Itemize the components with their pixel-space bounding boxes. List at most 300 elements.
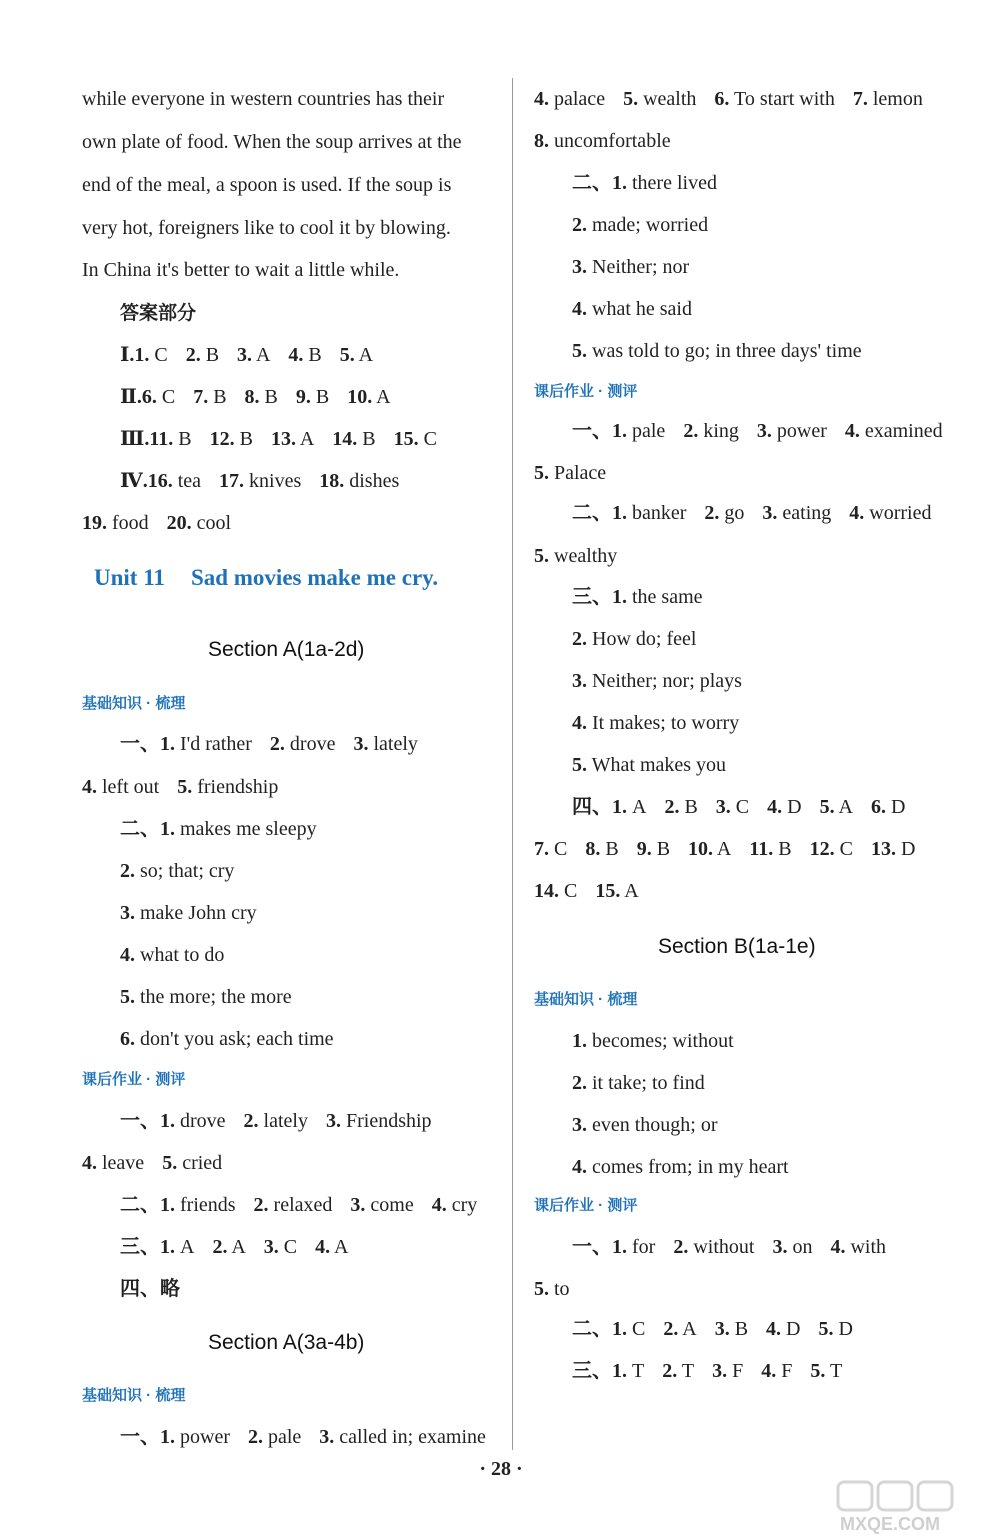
answer-item [340,344,373,366]
answer-text: A [354,344,374,366]
tag-homework: 课后作业 · 测评 [534,1197,638,1214]
answer-row [572,1112,718,1138]
answer-row [120,468,399,494]
answer-item [572,754,726,776]
answer-row [572,1070,705,1096]
answer-number: 3. [772,1236,788,1258]
answer-text: lemon [867,88,923,110]
answer-number: 2. [663,1318,679,1340]
answer-number: 12. [809,838,835,860]
answer-number: 6. [714,88,730,110]
answer-text: comes from; in my heart [587,1156,789,1178]
answer-text: To start with [729,88,835,110]
answer-text: power [175,1426,230,1448]
answer-item [120,944,224,966]
answer-text: B [600,838,619,860]
answer-item [534,130,671,152]
answer-text: banker [627,502,687,524]
answer-item [871,838,915,860]
answer-item [177,776,278,798]
answer-text: there lived [627,172,717,194]
answer-text: D [782,796,802,818]
answer-row [572,1234,886,1260]
answer-number: 5. [177,776,193,798]
answers-heading: 答案部分 [120,302,197,324]
answer-number: 3. [237,344,253,366]
answer-text: called in; examine [334,1426,486,1448]
answer-number: 5. [810,1360,826,1382]
answer-item [572,586,703,608]
answer-row [572,1028,734,1054]
answer-item [271,428,314,450]
answer-number: 5. [572,340,587,362]
answer-text: tea [172,470,202,492]
answer-row [534,86,923,112]
answer-number: 5. [572,754,587,776]
answer-row [572,296,692,322]
answer-text: to [549,1278,570,1300]
answer-text: A [295,428,315,450]
answer-row [120,384,391,410]
answer-item [766,1318,800,1340]
answer-row [572,1154,789,1180]
answer-text: becomes; without [587,1030,734,1052]
answer-number: 3. [120,902,135,924]
answer-text: drove [284,733,336,755]
answer-number: 15. [595,880,621,902]
answer-item [319,470,399,492]
answer-number: 3. [572,1114,587,1136]
answer-row [572,418,943,444]
answer-item [572,628,696,650]
answer-item [82,1152,144,1174]
answer-number: 5. [120,986,135,1008]
answer-number: 11. [749,838,774,860]
answer-item [245,386,278,408]
answer-text: I'd rather [175,733,252,755]
answer-text: Palace [549,462,607,484]
answer-number: 5. [819,796,835,818]
answer-number: 3. [712,1360,728,1382]
answer-item [572,256,689,278]
answer-number: 3. [572,256,587,278]
answer-item [120,1236,194,1258]
answer-number: 5. [818,1318,834,1340]
answer-row [572,584,703,610]
answer-text: C [834,838,853,860]
answer-text: Neither; nor [587,256,690,278]
answer-item [572,712,739,734]
answer-text: it take; to find [587,1072,705,1094]
answer-text: A [620,880,639,902]
answer-text: B [679,796,698,818]
answer-text: D [781,1318,801,1340]
answer-item [534,1278,570,1300]
answer-item [772,1236,812,1258]
answer-item [715,1318,748,1340]
answer-text: cool [191,512,232,534]
answer-row [534,836,915,862]
answer-number: 二、1. [572,1318,627,1340]
answer-item [296,386,329,408]
unit-title [94,564,438,592]
answer-text: wealth [638,88,697,110]
answer-item [120,1426,230,1448]
answer-item [673,1236,754,1258]
answer-row [82,510,231,536]
answer-number: 4. [766,1318,782,1340]
answer-number: 3. [350,1194,366,1216]
answer-number: 5. [162,1152,178,1174]
answer-number: 13. [270,428,296,450]
answer-item [237,344,270,366]
answer-text: A [330,1236,349,1258]
answer-number: 4. [572,1156,587,1178]
answer-item [663,1318,696,1340]
answer-row [534,543,617,569]
answer-text: It makes; to worry [587,712,740,734]
answer-number: 一、1. [120,733,175,755]
answer-row [120,984,292,1010]
answer-number: 10. [688,838,714,860]
section-heading: Section A(1a-2d) [208,638,365,661]
answer-text: C [156,386,176,408]
answer-item [319,1426,486,1448]
watermark-logo [830,1478,1000,1534]
answer-number: 3. [353,733,369,755]
answer-item [332,428,375,450]
answer-row [572,500,932,526]
answer-text: lately [258,1110,308,1132]
answer-number: 4. [431,1194,447,1216]
answer-text: How do; feel [587,628,697,650]
answer-item [572,1156,789,1178]
answer-text: on [787,1236,813,1258]
answer-number: Ⅳ.16. [120,470,173,492]
answer-item [637,838,670,860]
answer-number: 8. [534,130,549,152]
answer-item [315,1236,348,1258]
answer-item [120,860,234,882]
answer-text: knives [244,470,302,492]
answer-item [394,428,437,450]
answer-text: A [678,1318,697,1340]
answer-item [572,1360,644,1382]
answer-number: 四、略 [120,1278,180,1300]
answer-item [353,733,417,755]
answer-text: come [365,1194,414,1216]
answer-text: F [776,1360,793,1382]
answer-number: 4. [761,1360,777,1382]
answer-row [120,816,317,842]
answer-row [534,128,671,154]
answer-text: B [729,1318,749,1340]
answer-text: T [627,1360,645,1382]
answer-number: 2. [253,1194,269,1216]
answer-number: 4. [767,796,783,818]
answer-row [120,1026,334,1052]
answer-number: 2. [683,420,699,442]
answer-item [664,796,697,818]
answer-number: Ⅱ.6. [120,386,157,408]
answer-item [534,545,617,567]
answer-item [534,838,567,860]
answer-row [120,858,234,884]
answer-text: worried [864,502,932,524]
answer-number: 4. [120,944,135,966]
answer-number: 4. [849,502,865,524]
answer-item [818,1318,852,1340]
answer-text: B [651,838,671,860]
intro-line: while everyone in western countries has their [82,88,445,110]
answer-number: 7. [852,88,868,110]
answer-item [210,428,253,450]
answer-text: B [259,386,278,408]
answer-number: 一、1. [572,420,627,442]
answer-item [120,386,175,408]
answer-number: 4. [572,298,587,320]
answer-text: B [773,838,792,860]
answer-item [830,1236,886,1258]
answer-text: B [200,344,220,366]
answer-text: wealthy [549,545,618,567]
answer-item [849,502,931,524]
answer-number: 4. [82,1152,97,1174]
answer-text: B [357,428,376,450]
answer-item [347,386,390,408]
answer-number: 5. [534,545,549,567]
answer-row [572,254,689,280]
answer-text: C [149,344,168,366]
answer-text: with [845,1236,887,1258]
answer-item [757,420,827,442]
answer-item [853,88,923,110]
answer-item [120,1110,226,1132]
answer-text: made; worried [587,214,709,236]
answer-item [749,838,791,860]
answer-text: A [372,386,391,408]
answer-item [120,986,292,1008]
answer-number: 5. [623,88,639,110]
answer-number: 17. [219,470,245,492]
answer-item [704,502,744,524]
answer-row [82,1150,222,1176]
answer-text: so; that; cry [135,860,235,882]
intro-line: In China it's better to wait a little while. [82,259,400,281]
answer-number: 2. [662,1360,678,1382]
answer-number: 3. [319,1426,335,1448]
answer-row [572,626,696,652]
answer-text: even though; or [587,1114,718,1136]
answer-number: 6. [870,796,886,818]
column-divider [512,78,513,1450]
answer-row [120,900,257,926]
answer-item [572,214,708,236]
answer-row [120,731,418,757]
answer-text: cried [177,1152,223,1174]
answer-text: what he said [587,298,692,320]
answer-item [810,1360,842,1382]
answer-number: 2. [247,1426,263,1448]
answer-text: dishes [344,470,400,492]
answer-number: 5. [339,344,355,366]
answer-text: palace [549,88,606,110]
answer-number: Ⅲ.11. [120,428,174,450]
answer-item [845,420,943,442]
answer-text: make John cry [135,902,257,924]
answer-text: examined [859,420,943,442]
answer-number: 3. [325,1110,341,1132]
section-heading: Section B(1a-1e) [658,935,816,958]
answer-number: 18. [319,470,345,492]
answer-number: 2. [572,1072,587,1094]
answer-item [167,512,231,534]
answer-text: what to do [135,944,225,966]
answer-item [254,1194,333,1216]
answer-row [572,752,726,778]
answer-number: 2. [572,214,587,236]
answer-number: 1. [572,1030,587,1052]
answer-item [810,838,853,860]
answer-item [350,1194,413,1216]
answer-item [688,838,731,860]
answer-item [712,1360,743,1382]
answer-item [572,420,665,442]
answer-text: D [885,796,906,818]
answer-text: F [727,1360,744,1382]
answer-item [572,796,646,818]
answer-number: 4. [572,712,587,734]
answer-number: 2. [120,860,135,882]
answer-text: A [252,344,271,366]
answer-text: was told to go; in three days' time [587,340,862,362]
answer-row [120,1276,180,1302]
answer-number: 2. [185,344,201,366]
answer-item [623,88,696,110]
answer-number: 15. [393,428,419,450]
answer-number: 4. [830,1236,846,1258]
answer-item [120,902,257,924]
page-number: · 28 · [479,1458,523,1480]
answer-item [120,428,192,450]
answer-item [212,1236,245,1258]
answer-text: the more; the more [135,986,292,1008]
answer-number: 7. [193,386,209,408]
answer-item [162,1152,222,1174]
tag-homework: 课后作业 · 测评 [82,1071,186,1088]
answer-item [662,1360,694,1382]
answer-item [572,340,862,362]
answer-text: king [698,420,739,442]
answer-text: power [771,420,827,442]
answer-number: 7. [534,838,549,860]
answer-item [244,1110,308,1132]
answer-number: 4. [315,1236,331,1258]
answer-number: 3. [762,502,778,524]
answer-item [82,512,149,534]
answer-row [534,460,606,486]
answer-number: 四、1. [572,796,627,818]
answer-number: 6. [120,1028,135,1050]
answer-number: 5. [534,462,549,484]
answer-item [264,1236,297,1258]
answer-text: B [173,428,192,450]
answer-number: Ⅰ.1. [120,344,150,366]
answer-item [534,88,605,110]
answer-text: C [559,880,578,902]
answer-item [572,1318,645,1340]
answer-text: go [719,502,745,524]
answer-item [820,796,853,818]
answer-text: A [175,1236,195,1258]
answer-number: 13. [870,838,896,860]
tag-basic-knowledge: 基础知识 · 梳理 [82,1387,186,1404]
answer-number: 8. [585,838,601,860]
answer-item [572,670,742,692]
answer-item [683,420,739,442]
answer-item [326,1110,432,1132]
watermark-text: MXQE.COM [840,1514,941,1534]
answer-number: 三、1. [120,1236,175,1258]
unit-label: Unit 11 [94,565,165,590]
answer-item [716,796,749,818]
answer-text: D [833,1318,853,1340]
answer-row [120,942,224,968]
answer-row [572,212,708,238]
answer-number: 2. [243,1110,259,1132]
answer-number: 一、1. [120,1110,175,1132]
answer-number: 9. [295,386,311,408]
answer-item [572,1114,718,1136]
answer-row [572,170,717,196]
answer-text: C [730,796,750,818]
intro-line: own plate of food. When the soup arrives at the [82,131,462,153]
answer-row [534,878,639,904]
answer-number: 4. [534,88,549,110]
answer-item [572,298,692,320]
answer-item [572,1236,655,1258]
answer-row [572,1316,853,1342]
answer-text: friendship [192,776,279,798]
answer-text: A [713,838,732,860]
answer-text: cry [446,1194,478,1216]
answer-number: 2. [704,502,720,524]
answer-number: 4. [844,420,860,442]
answer-item [534,462,606,484]
answer-item [534,880,577,902]
answer-text: T [677,1360,695,1382]
answer-number: 8. [244,386,260,408]
answer-item [193,386,226,408]
answer-number: 一、1. [120,1426,175,1448]
answer-item [120,1278,180,1300]
answer-text: A [627,796,647,818]
answer-item [120,1194,236,1216]
answer-number: 2. [269,733,285,755]
intro-line: very hot, foreigners like to cool it by blowing. [82,217,451,239]
answer-text: T [825,1360,843,1382]
answer-text: C [418,428,437,450]
answer-item [120,1028,334,1050]
answer-item [572,172,717,194]
answer-number: 三、1. [572,586,627,608]
answer-number: 二、1. [572,172,627,194]
answer-text: C [278,1236,298,1258]
answer-item [120,733,252,755]
answer-row [572,1358,842,1384]
answer-row [82,774,278,800]
answer-row [120,1192,477,1218]
